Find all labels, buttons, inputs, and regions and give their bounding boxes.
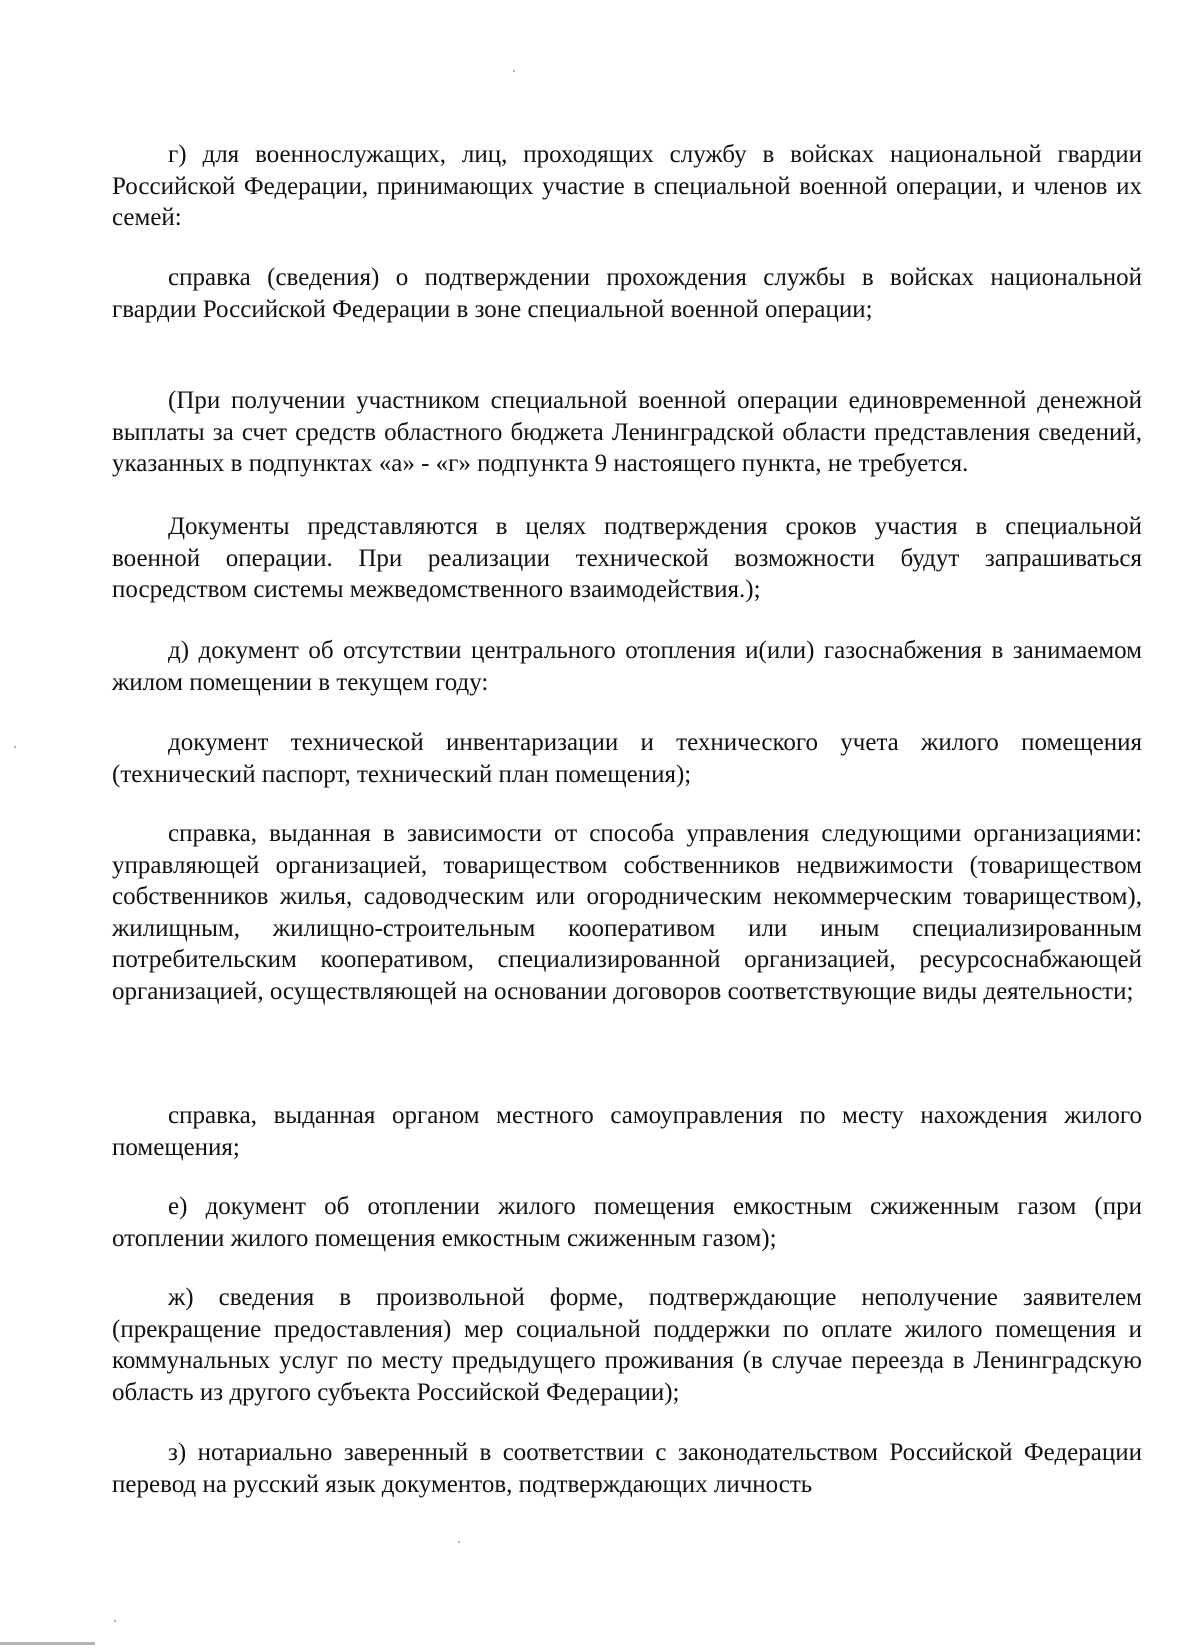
paragraph-subitem-z: з) нотариально заверенный в соответствии с законодательством Российской Федерации перевод на русский язык документов, подтверждающих личность [112, 1439, 1142, 1498]
paragraph-note-documents: Документы представляются в целях подтверждения сроков участия в специальной военной операции. При реализации технической возможности будут запрашиваться посредством системы межведомственного взаимодействия.); [112, 513, 1142, 603]
paragraph-local-government-certificate: справка, выданная органом местного самоуправления по месту нахождения жилого помещения; [112, 1102, 1142, 1161]
paragraph-subitem-d: д) документ об отсутствии центрального отопления и(или) газоснабжения в занимаемом жилом помещении в текущем году: [112, 637, 1142, 696]
scan-edge-mark [0, 1642, 95, 1645]
paragraph-inventory-document: документ технической инвентаризации и технического учета жилого помещения (технический паспорт, технический план помещения); [112, 729, 1142, 788]
paragraph-note-payment: (При получении участником специальной военной операции единовременной денежной выплаты за счет средств областного бюджета Ленинградской области представления сведений, указанных в подпунктах «а» - «г» подпункта 9 настоящего пункта, не требуется. [112, 387, 1142, 477]
paragraph-service-certificate: справка (сведения) о подтверждении прохождения службы в войсках национальной гвардии Российской Федерации в зоне специальной военной операции; [112, 264, 1142, 323]
scan-speck [14, 746, 16, 748]
paragraph-management-certificate: справка, выданная в зависимости от способа управления следующими организациями: управляющей организацией, товариществом собственников недвижимости (товариществом собственников жилья, садоводческим или огородническим некоммерческим товариществом), жилищным, жилищно-строительным кооперативом или иным специализированным потребительским кооперативом, специализированной организацией, ресурсоснабжающей организацией, осуществляющей на основании договоров соответствующие виды деятельности; [112, 820, 1142, 1005]
scan-speck [513, 70, 515, 72]
paragraph-subitem-g: г) для военнослужащих, лиц, проходящих службу в войсках национальной гвардии Российской Федерации, принимающих участие в специальной военной операции, и членов их семей: [112, 141, 1142, 231]
scan-speck [458, 1541, 460, 1543]
paragraph-subitem-zh: ж) сведения в произвольной форме, подтверждающие неполучение заявителем (прекращение предоставления) мер социальной поддержки по оплате жилого помещения и коммунальных услуг по месту предыдущего проживания (в случае переезда в Ленинградскую область из другого субъекта Российской Федерации); [112, 1284, 1142, 1406]
scan-speck [114, 1620, 116, 1622]
paragraph-subitem-e: е) документ об отоплении жилого помещения емкостным сжиженным газом (при отоплении жилого помещения емкостным сжиженным газом); [112, 1193, 1142, 1252]
